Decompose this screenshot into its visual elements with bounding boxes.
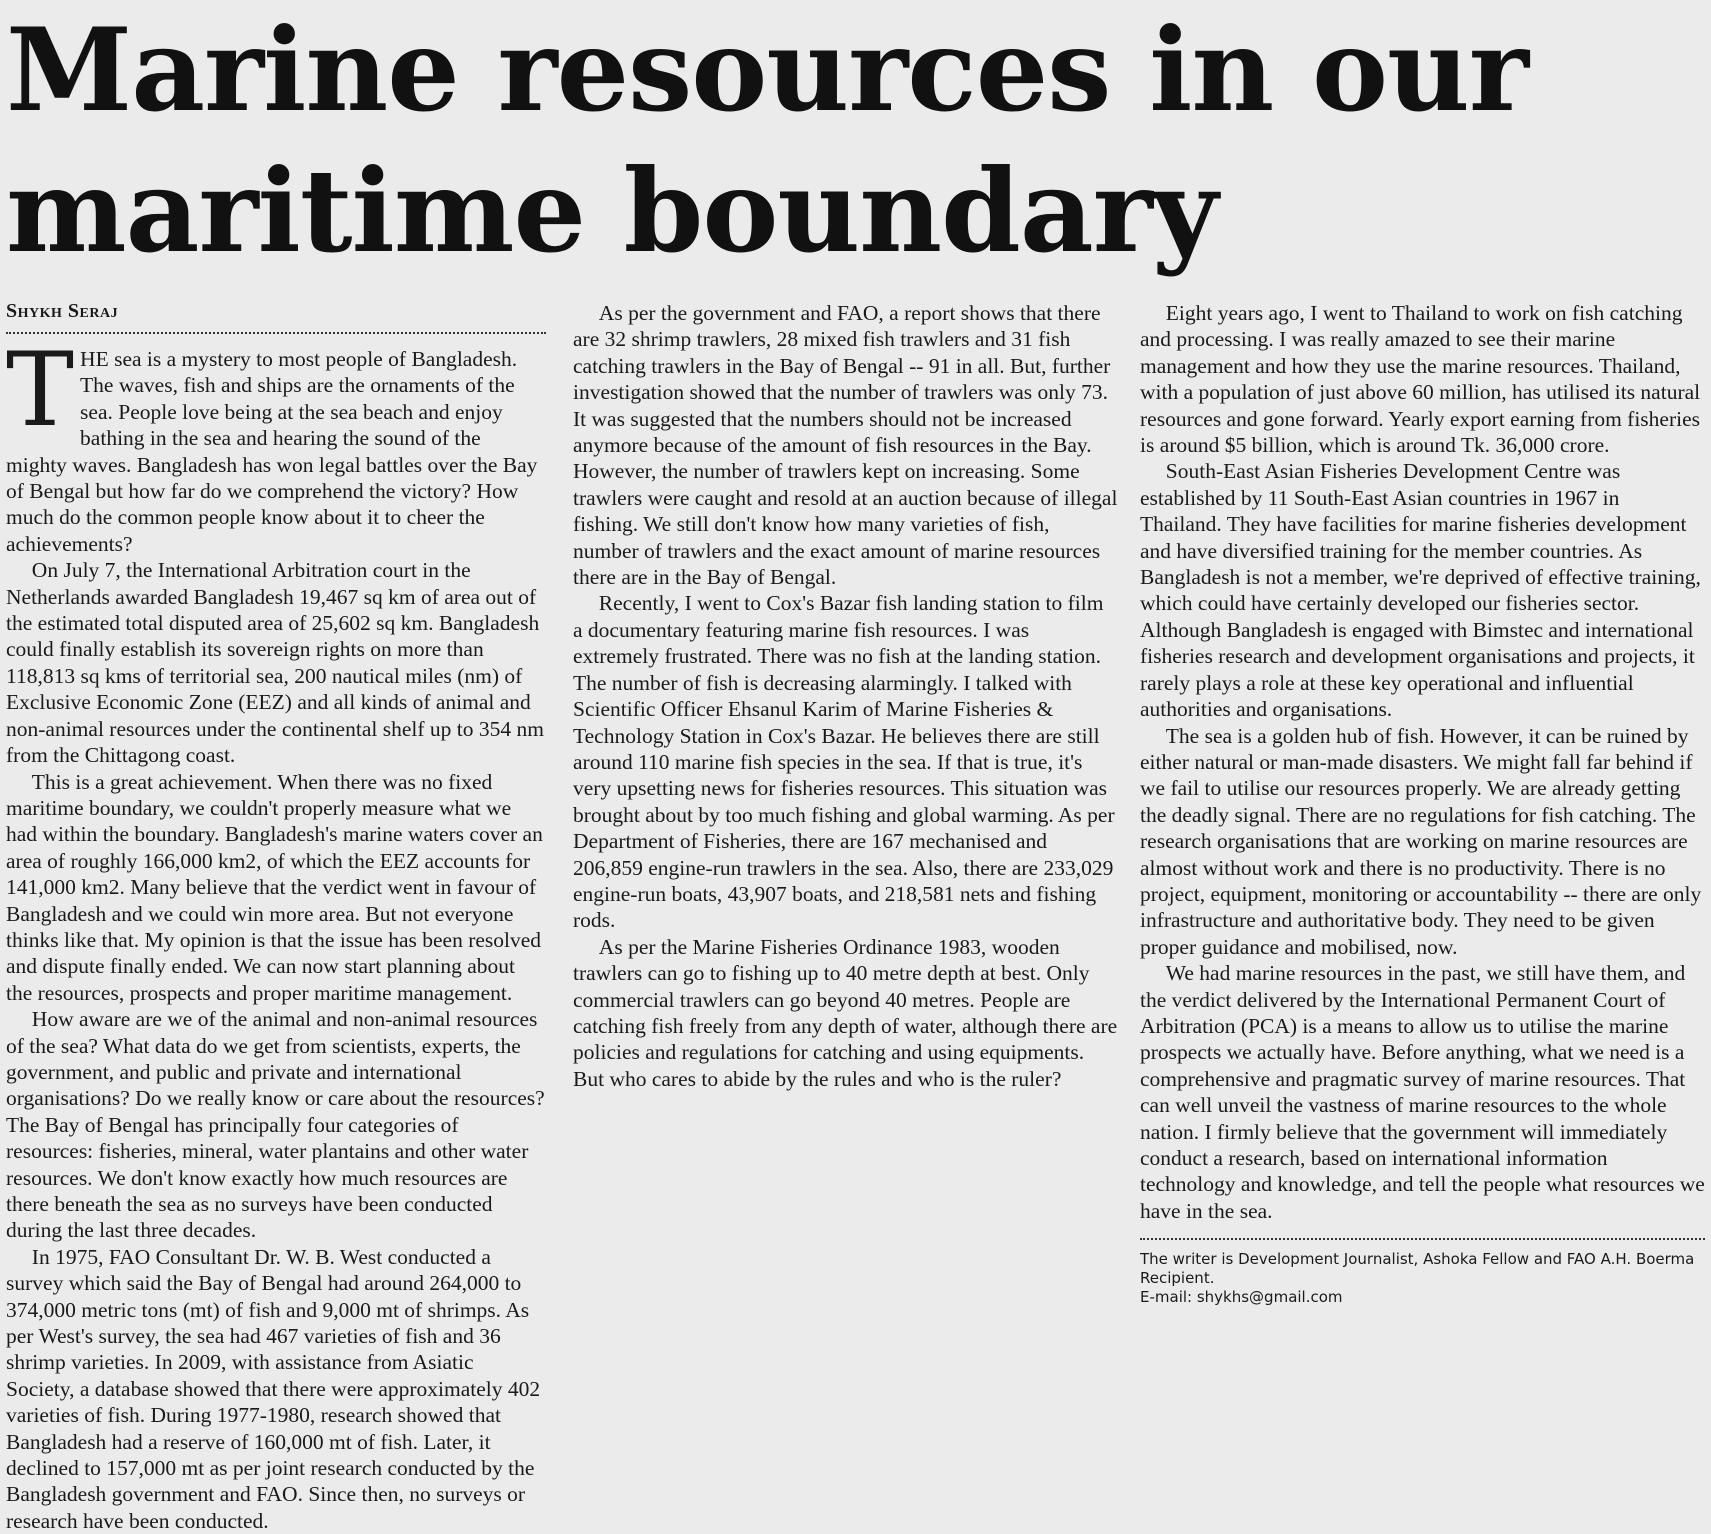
paragraph-8: As per the Marine Fisheries Ordinance 1983, wooden trawlers can go to fishing up to 40 metre depth at best. Only commercial trawlers can go beyond 40 metres. People are catching fish freely from any depth of water, although there are policies and regulations for catching and using equipments. But who cares to abide by the rules and who is the ruler? (573, 934, 1118, 1091)
paragraph-12: We had marine resources in the past, we still have them, and the verdict delivered by the International Permanent Court of Arbitration (PCA) is a means to allow us to utilise the marine prospects we actually have. Before anything, what we need is a comprehensive and pragmatic survey of marine resources. That can well unveil the vastness of marine resources to the whole nation. I firmly believe that the government will immediately conduct a research, based on international information technology and knowledge, and tell the people what resources we have in the sea. (1140, 961, 1705, 1223)
paragraph-7: Recently, I went to Cox's Bazar fish landing station to film a documentary featuring marine fish resources. I was extremely frustrated. There was no fish at the landing station. The number of fish is decreasing alarmingly. I talked with Scientific Officer Ehsanul Karim of Marine Fisheries & Technology Station in Cox's Bazar. He believes there are still around 110 marine fish species in the sea. If that is true, it's very upsetting news for fisheries resources. This situation was brought about by too much fishing and global warming. As per Department of Fisheries, there are 167 mechanised and 206,859 engine-run trawlers in the sea. Also, there are 233,029 engine-run boats, 43,907 boats, and 218,581 nets and fishing rods. (573, 591, 1115, 933)
headline-line-2: maritime boundary (6, 144, 1218, 278)
paragraph-11: The sea is a golden hub of fish. However, it can be ruined by either natural or man-made disasters. We might fall far behind if we fail to utilise our resources properly. We are already getting the deadly signal. There are no regulations for fish catching. The research organisations that are working on marine resources are almost without work and there is no productivity. There is no project, equipment, monitoring or accountability -- there are only infrastructure and authoritative body. They need to be given proper guidance and mobilised, now. (1140, 723, 1702, 959)
author-note: The writer is Development Journalist, Ashoka Fellow and FAO A.H. Boerma Recipient. (1140, 1250, 1695, 1288)
paragraph-2: On July 7, the International Arbitration court in the Netherlands awarded Bangladesh 19,467 sq km of area out of the estimated total disputed area of 25,602 sq km. Bangladesh could finally establish its sovereign rights on more than 118,813 sq kms of territorial sea, 200 nautical miles (nm) of Exclusive Economic Zone (EEZ) and all kinds of animal and non-animal resources under the continental shelf up to 354 nm from the Chittagong coast. (6, 558, 544, 768)
article-column-1 (6, 298, 546, 1534)
author-email: E-mail: shykhs@gmail.com (1140, 1288, 1343, 1307)
paragraph-1-text: HE sea is a mystery to most people of Bangladesh. The waves, fish and ships are the ornaments of the sea. People love being at the sea beach and enjoy bathing in the sea and hearing the sound of the mighty waves. Bangladesh has won legal battles over the Bay of Bengal but how far do we comprehend the victory? How much do the common people know about it to cheer the achievements? (6, 347, 538, 556)
paragraph-4: How aware are we of the animal and non-animal resources of the sea? What data do we get from scientists, experts, the government, and public and private and international organisations? Do we really know or care about the resources? The Bay of Bengal has principally four categories of resources: fisheries, mineral, water plantains and other water resources. We don't know exactly how much resources are there beneath the sea as no surveys have been conducted during the last three decades. (6, 1007, 545, 1243)
article-column-3 (1140, 300, 1705, 1307)
paragraph-6: As per the government and FAO, a report shows that there are 32 shrimp trawlers, 28 mixed fish trawlers and 31 fish catching trawlers in the Bay of Bengal -- 91 in all. But, further investigation showed that the number of trawlers was only 73. It was suggested that the numbers should not be increased anymore because of the amount of fish resources in the Bay. However, the number of trawlers kept on increasing. Some trawlers were caught and resold at an auction because of illegal fishing. We still don't know how many varieties of fish, number of trawlers and the exact amount of marine resources there are in the Bay of Bengal. (573, 301, 1118, 590)
author-footnote (1140, 1238, 1705, 1307)
paragraph-9: Eight years ago, I went to Thailand to work on fish catching and processing. I was really amazed to see their marine management and how they use the marine resources. Thailand, with a population of just above 60 million, has utilised its natural resources and gone forward. Yearly export earning from fisheries is around $5 billion, which is around Tk. 36,000 crore. (1140, 301, 1701, 458)
footnote-divider (1140, 1238, 1705, 1240)
headline (6, 0, 1706, 282)
byline: Shykh Seraj (6, 300, 119, 322)
paragraph-1 (6, 331, 546, 557)
drop-cap: T (6, 331, 75, 450)
paragraph-3: This is a great achievement. When there was no fixed maritime boundary, we couldn't properly measure what we had within the boundary. Bangladesh's marine waters cover an area of roughly 166,000 km2, of which the EEZ accounts for 141,000 km2. Many believe that the verdict went in favour of Bangladesh and we could win more area. But not everyone thinks like that. My opinion is that the issue has been resolved and dispute finally ended. We can now start planning about the resources, prospects and proper maritime management. (6, 769, 543, 1005)
headline-line-1: Marine resources in our (6, 3, 1528, 137)
dotted-divider (6, 332, 546, 334)
paragraph-10: South-East Asian Fisheries Development Centre was established by 11 South-East Asian countries in 1967 in Thailand. They have facilities for marine fisheries development and have diversified training for the member countries. As Bangladesh is not a member, we're deprived of effective training, which could have certainly developed our fisheries sector. Although Bangladesh is engaged with Bimstec and international fisheries research and development organisations and projects, it rarely plays a role at these key operational and influential authorities and organisations. (1140, 459, 1701, 722)
article-column-2 (573, 300, 1118, 1092)
paragraph-5: In 1975, FAO Consultant Dr. W. B. West conducted a survey which said the Bay of Bengal had around 264,000 to 374,000 metric tons (mt) of fish and 9,000 mt of shrimps. As per West's survey, the sea had 467 varieties of fish and 36 shrimp varieties. In 2009, with assistance from Asiatic Society, a database showed that there were approximately 402 varieties of fish. During 1977-1980, research showed that Bangladesh had a reserve of 160,000 mt of fish. Later, it declined to 157,000 mt as per joint research conducted by the Bangladesh government and FAO. Since then, no surveys or research have been conducted. (6, 1244, 541, 1533)
